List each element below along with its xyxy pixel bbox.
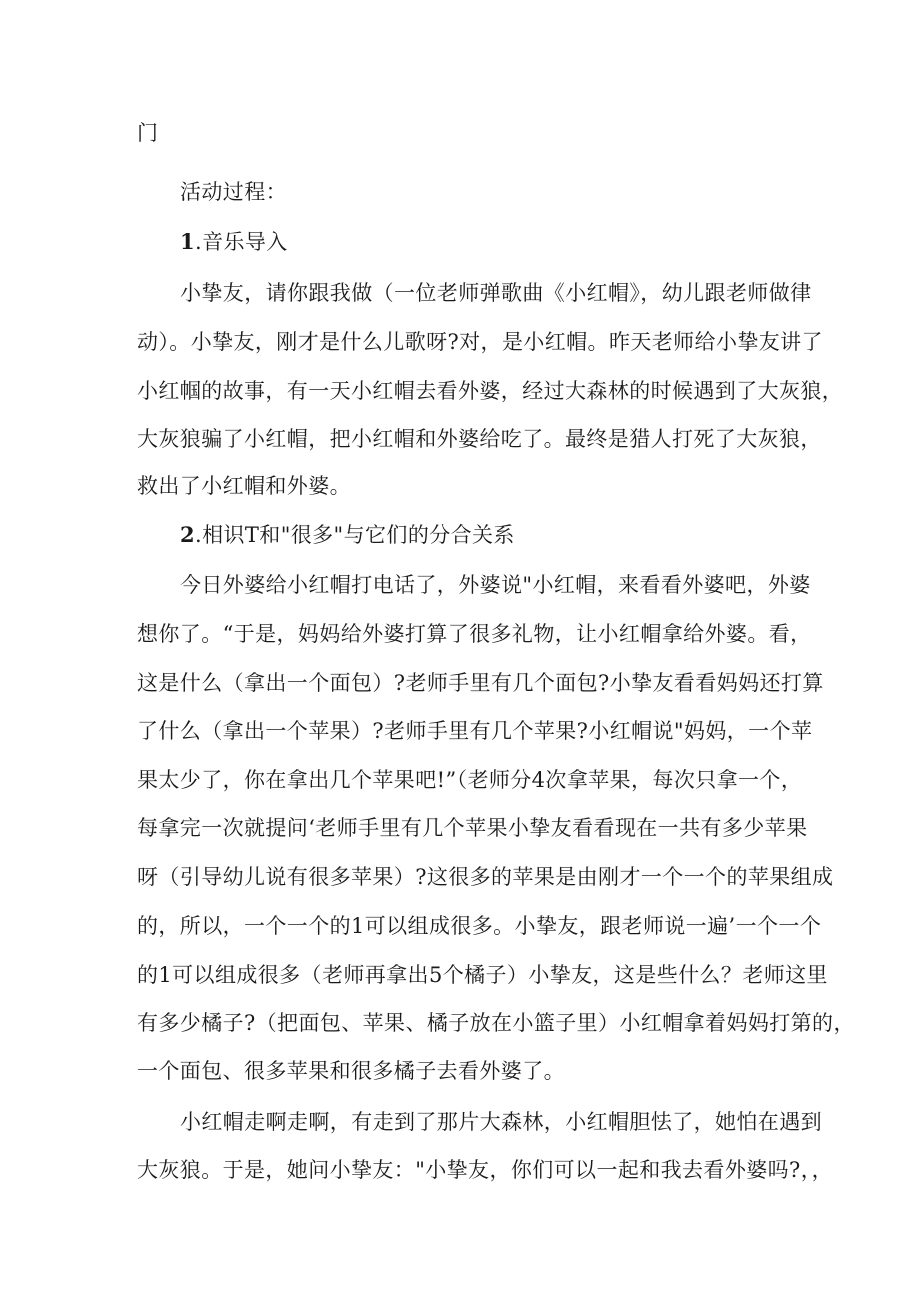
paragraph-line: 有多少橘子?（把面包、苹果、橘子放在小篮子里）小红帽拿着妈妈打第的， [137, 1011, 855, 1035]
paragraph-line: 一个面包、很多苹果和很多橘子去看外婆了。 [137, 1059, 565, 1083]
step1-heading [180, 227, 288, 257]
paragraph-line: 大灰狼。于是，她问小挚友："小挚友，你们可以一起和我去看外婆吗?，， [137, 1158, 834, 1182]
paragraph-line: 动）。小挚友，刚才是什么儿歌呀?对，是小红帽。昨天老师给小挚友讲了 [137, 330, 823, 354]
top-fragment: 门 [137, 121, 159, 145]
paragraph-line: 果太少了，你在拿出几个苹果吧!”（老师分4次拿苹果，每次只拿一个， [137, 768, 803, 792]
paragraph-line: 的1可以组成很多（老师再拿出5个橘子）小挚友，这是些什么？老师这里 [137, 963, 828, 987]
step1-number: 1 [180, 229, 196, 254]
section-title: 活动过程： [180, 180, 287, 204]
paragraph-line: 救出了小红帽和外婆。 [137, 474, 351, 498]
step2-heading [180, 520, 515, 550]
step2-title: .相识T和"很多"与它们的分合关系 [195, 523, 515, 547]
paragraph-line: 今日外婆给小红帽打电话了，外婆说"小红帽，来看看外婆吧，外婆 [180, 573, 811, 597]
paragraph-line: 了什么（拿出一个苹果）?老师手里有几个苹果?小红帽说"妈妈，一个苹 [137, 719, 813, 743]
paragraph-line: 小红帼的故事，有一天小红帽去看外婆，经过大森林的时候遇到了大灰狼， [137, 379, 844, 403]
paragraph-line: 呀（引导幼儿说有很多苹果）?这很多的苹果是由刚才一个一个的苹果组成 [137, 865, 834, 889]
paragraph-line: 每拿完一次就提问‘老师手里有几个苹果小挚友看看现在一共有多少苹果 [137, 816, 808, 840]
paragraph-line: 大灰狼骗了小红帽，把小红帽和外婆给吃了。最终是猎人打死了大灰狼， [137, 427, 822, 451]
paragraph-line: 小红帽走啊走啊，有走到了那片大森林，小红帽胆怯了，她怕在遇到 [180, 1110, 822, 1134]
paragraph-line: 这是什么（拿出一个面包）?老师手里有几个面包?小挚友看看妈妈还打算 [137, 671, 824, 695]
paragraph-line: 小挚友，请你跟我做（一位老师弹歌曲《小红帽》，幼儿跟老师做律 [180, 281, 812, 305]
step1-title: .音乐导入 [195, 230, 288, 254]
paragraph-line: 的，所以，一个一个的1可以组成很多。小挚友，跟老师说一遍’一个一个 [137, 914, 822, 938]
step2-number: 2 [180, 522, 196, 547]
paragraph-line: 想你了。“于是，妈妈给外婆打算了很多礼物，让小红帽拿给外婆。看， [137, 622, 812, 646]
